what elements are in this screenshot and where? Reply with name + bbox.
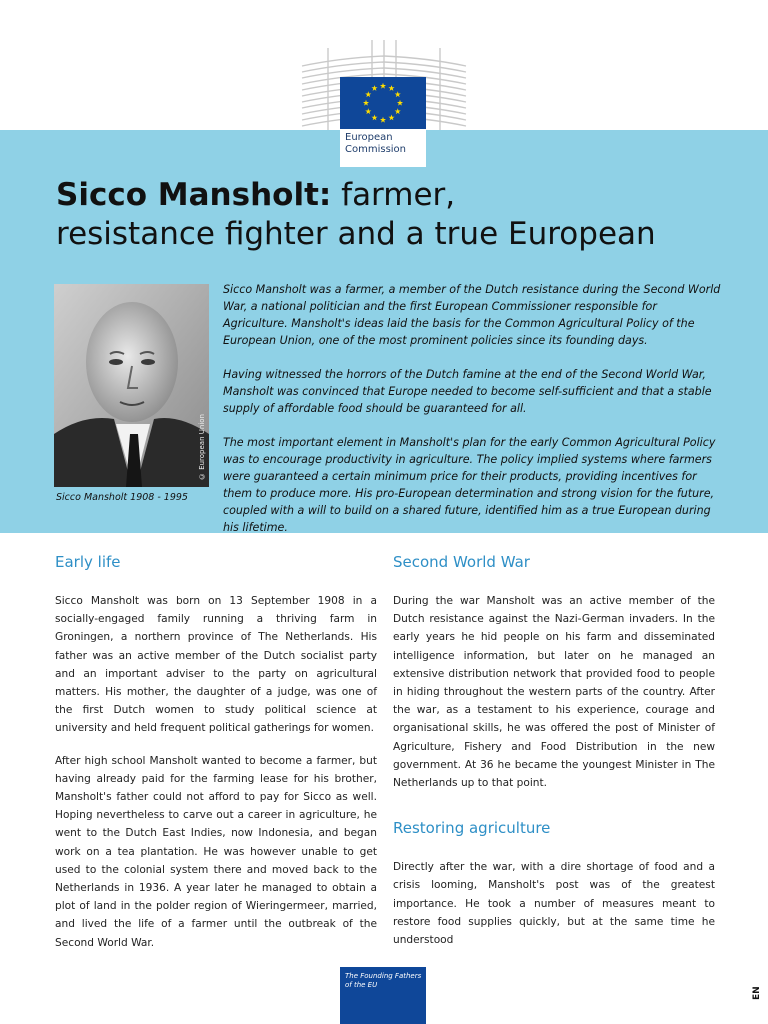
intro-paragraph: Sicco Mansholt was a farmer, a member of the Dutch resistance during the Second World War, a national politician and the first European Commissioner responsible for Agriculture. Mansholt's ideas laid the basis for the Common Agricultural Policy of the European Union, one of the most prominent policies since its founding days.	[223, 283, 721, 347]
eu-flag-icon	[340, 77, 426, 129]
body-paragraph: Sicco Mansholt was born on 13 September 1908 in a socially-engaged family running a thriving farm in Groningen, a northern province of The Netherlands. His father was an active member of the Dutch socialist party and an important adviser to the party on agricultural matters. His mother, the daughter of a judge, was one of the first Dutch women to study political science at university and held frequent political gatherings for women.	[55, 595, 377, 735]
eu-star-icon	[395, 108, 401, 114]
eu-star-icon	[371, 115, 377, 121]
logo-line2: Commission	[345, 144, 407, 155]
title-line2: resistance fighter and a true European	[56, 216, 656, 252]
photo-credit: © European Union	[198, 414, 206, 481]
logo-label	[345, 132, 406, 156]
section-heading-early-life: Early life	[55, 553, 121, 571]
portrait-photo	[54, 284, 209, 487]
intro-paragraph: The most important element in Mansholt's plan for the early Common Agricultural Policy was to encourage productivity in agriculture. The policy implied systems where farmers were guaranteed a certain minimum price for their products, providing incentives for them to produce more. His pro-European determination and strong vision for the future, coupled with a will to build on a shared future, identified him as a true European during his lifetime.	[223, 436, 716, 534]
body-paragraph: Directly after the war, with a dire shortage of food and a crisis looming, Mansholt's post was of the greatest importance. He took a number of measures meant to restore food supplies quickly, but at the same time he understood	[393, 861, 715, 947]
eu-star-icon	[365, 91, 371, 97]
eu-star-icon	[395, 91, 401, 97]
series-label-box	[340, 967, 426, 1024]
series-label	[345, 972, 421, 990]
eu-star-icon	[397, 100, 403, 106]
eu-star-icon	[380, 83, 386, 89]
header	[0, 0, 768, 155]
left-column	[55, 552, 377, 966]
language-code: EN	[752, 986, 762, 1000]
title-name: Sicco Mansholt:	[56, 177, 332, 213]
intro-paragraph: Having witnessed the horrors of the Dutch famine at the end of the Second World War, Mansholt was convinced that Europe needed to become self-sufficient and that a stable supply of affordable food should be guaranteed for all.	[223, 368, 712, 415]
title-rest: farmer,	[331, 177, 456, 213]
logo-line1: European	[345, 132, 393, 143]
eu-star-icon	[365, 108, 371, 114]
section-heading-restoring-agriculture: Restoring agriculture	[393, 819, 551, 838]
photo-caption: Sicco Mansholt 1908 - 1995	[56, 492, 188, 503]
eu-star-icon	[388, 115, 394, 121]
page-title	[56, 176, 736, 254]
right-column	[393, 552, 715, 963]
body-paragraph: During the war Mansholt was an active member of the Dutch resistance against the Nazi-German invaders. In the early years he hid people on his farm and disseminated intelligence information, but later on he managed an extensive distribution network that provided food to people in hiding throughout the western parts of the country. After the war, as a testament to his experience, courage and organisational skills, he was offered the post of Minister of Agriculture, Fishery and Food Distribution in the new government. At 36 he became the youngest Minister in The Netherlands up to that point.	[393, 595, 715, 790]
series-line2: of the EU	[345, 981, 378, 989]
eu-star-icon	[371, 85, 377, 91]
section-heading-second-world-war: Second World War	[393, 553, 530, 571]
eu-star-icon	[380, 117, 386, 123]
european-commission-logo	[340, 77, 426, 167]
eu-star-icon	[363, 100, 369, 106]
body-paragraph: After high school Mansholt wanted to become a farmer, but having already paid for the farming lease for his brother, Mansholt's father could not afford to pay for Sicco as well. Hoping nevertheless to carve out a career in agriculture, he went to the Dutch East Indies, now Indonesia, and began work on a tea plantation. He was however unable to get used to the colonial system there and moved back to the Netherlands in 1936. A year later he managed to obtain a plot of land in the polder region of Wieringermeer, married, and lived the life of a farmer until the outbreak of the Second World War.	[55, 754, 377, 949]
series-line1: The Founding Fathers	[345, 972, 422, 980]
eu-star-icon	[388, 85, 394, 91]
intro-text	[223, 281, 721, 553]
